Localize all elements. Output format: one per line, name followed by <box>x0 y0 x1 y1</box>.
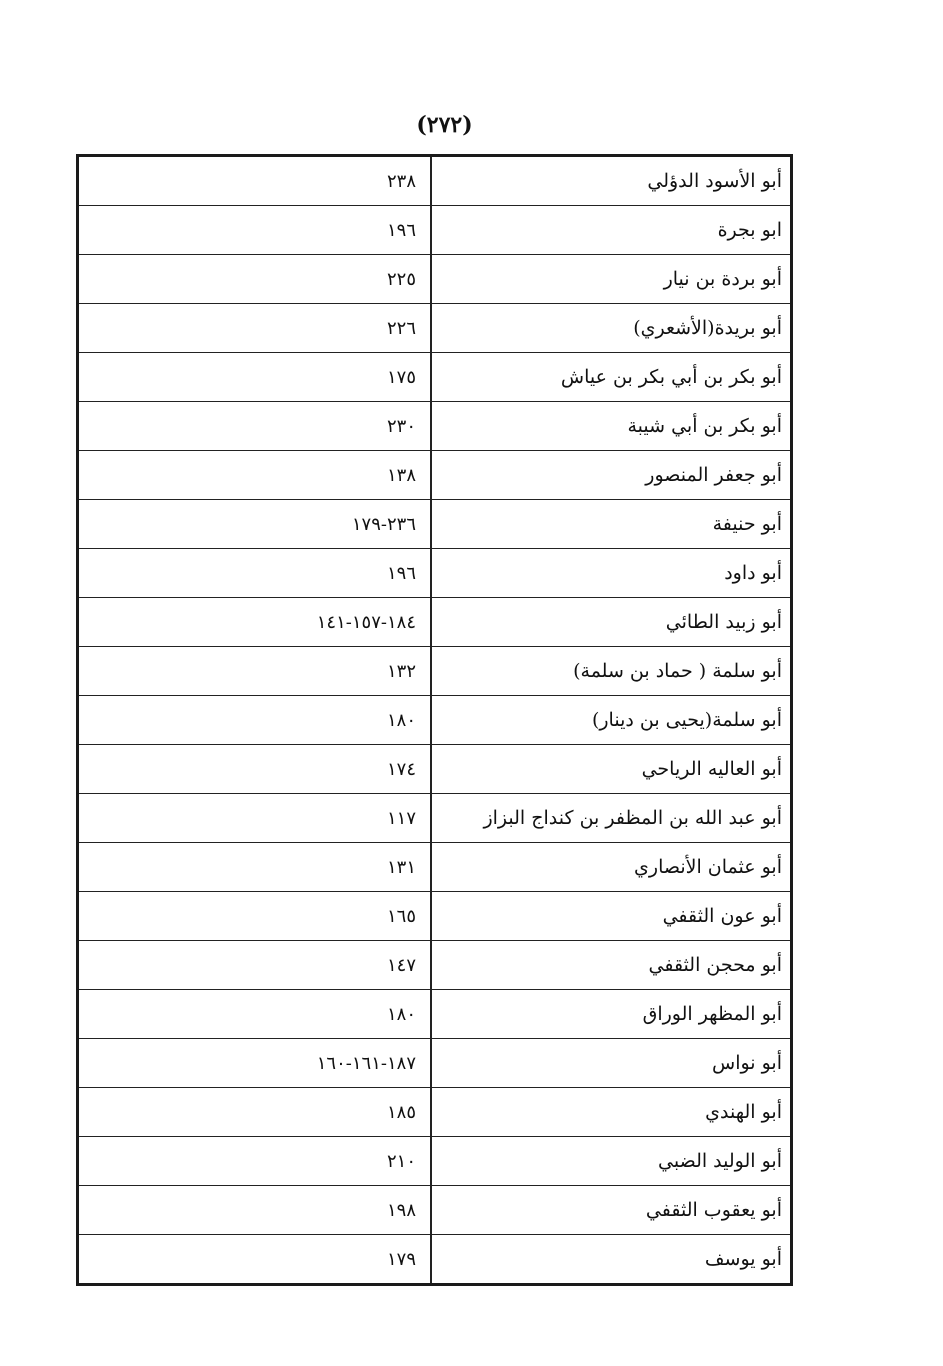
entry-name: أبو الأسود الدؤلي <box>647 170 782 192</box>
entry-name-cell <box>431 794 792 843</box>
table-row <box>78 1088 792 1137</box>
table-row <box>78 451 792 500</box>
entry-name: أبو نواس <box>712 1052 782 1074</box>
entry-pages-cell <box>78 745 432 794</box>
entry-pages: ١٦٥ <box>386 905 416 927</box>
entry-name-cell <box>431 1137 792 1186</box>
entry-name-cell <box>431 402 792 451</box>
table-row <box>78 255 792 304</box>
entry-name: أبو حنيفة <box>712 513 782 535</box>
entry-pages-cell <box>78 1088 432 1137</box>
entry-pages: ١٣٨ <box>386 464 416 486</box>
entry-pages: ١٩٦ <box>386 219 416 241</box>
entry-name: أبو عثمان الأنصاري <box>634 856 782 878</box>
table-row <box>78 794 792 843</box>
index-table <box>76 154 793 1286</box>
entry-name-cell <box>431 549 792 598</box>
entry-name: أبو المظهر الوراق <box>642 1003 782 1025</box>
entry-pages: ١٨٠ <box>386 1003 416 1025</box>
entry-name: أبو جعفر المنصور <box>645 464 782 486</box>
entry-name: أبو سلمة(يحيى بن دينار) <box>591 709 782 731</box>
entry-pages-cell <box>78 206 432 255</box>
table-row <box>78 1039 792 1088</box>
entry-pages: ١٨٠ <box>386 709 416 731</box>
entry-name-cell <box>431 647 792 696</box>
entry-name-cell <box>431 696 792 745</box>
entry-pages: ٢٣٦-١٧٩ <box>351 513 416 535</box>
page-number: (٢٧٢) <box>416 112 473 138</box>
table-row <box>78 402 792 451</box>
entry-name: أبو بريدة(الأشعري) <box>633 317 782 339</box>
entry-name-cell <box>431 1039 792 1088</box>
entry-pages: ١٤٧ <box>386 954 416 976</box>
entry-pages-cell <box>78 304 432 353</box>
entry-name-cell <box>431 745 792 794</box>
entry-pages: ٢٢٦ <box>386 317 416 339</box>
table-row <box>78 892 792 941</box>
table-row <box>78 696 792 745</box>
entry-pages: ١٨٧-١٦١-١٦٠ <box>316 1052 416 1074</box>
entry-name-cell <box>431 843 792 892</box>
entry-name-cell <box>431 1088 792 1137</box>
entry-name-cell <box>431 353 792 402</box>
entry-pages-cell <box>78 1186 432 1235</box>
table-row <box>78 990 792 1039</box>
entry-name-cell <box>431 598 792 647</box>
table-row <box>78 549 792 598</box>
entry-name-cell <box>431 156 792 206</box>
table-row <box>78 156 792 206</box>
entry-name-cell <box>431 206 792 255</box>
entry-name: أبو سلمة ( حماد بن سلمة) <box>573 660 782 682</box>
entry-name: أبو بردة بن نيار <box>663 268 782 290</box>
table-row <box>78 1186 792 1235</box>
entry-pages-cell <box>78 1235 432 1285</box>
entry-pages-cell <box>78 1039 432 1088</box>
entry-pages: ١٩٦ <box>386 562 416 584</box>
entry-name-cell <box>431 304 792 353</box>
entry-pages-cell <box>78 549 432 598</box>
entry-pages-cell <box>78 843 432 892</box>
table-row <box>78 843 792 892</box>
entry-pages-cell <box>78 941 432 990</box>
entry-name: أبو بكر بن أبي بكر بن عياش <box>560 366 782 388</box>
table-row <box>78 304 792 353</box>
table-row <box>78 1137 792 1186</box>
table-row <box>78 206 792 255</box>
entry-pages-cell <box>78 990 432 1039</box>
entry-pages: ١٨٤-١٥٧-١٤١ <box>316 611 416 633</box>
entry-name: أبو بكر بن أبي شيبة <box>627 415 782 437</box>
entry-name-cell <box>431 1186 792 1235</box>
entry-pages: ١١٧ <box>386 807 416 829</box>
entry-name: أبو يعقوب الثقفي <box>645 1199 782 1221</box>
entry-name: أبو عبد الله بن المظفر بن كنداج البزاز <box>483 807 782 829</box>
table-row <box>78 598 792 647</box>
entry-name-cell <box>431 500 792 549</box>
entry-name: أبو عون الثقفي <box>662 905 782 927</box>
table-row <box>78 647 792 696</box>
entry-pages-cell <box>78 156 432 206</box>
entry-name-cell <box>431 451 792 500</box>
table-row <box>78 745 792 794</box>
entry-name-cell <box>431 990 792 1039</box>
entry-pages: ١٩٨ <box>386 1199 416 1221</box>
entry-pages-cell <box>78 647 432 696</box>
entry-name-cell <box>431 255 792 304</box>
entry-name: أبو الوليد الضبي <box>658 1150 782 1172</box>
entry-pages-cell <box>78 598 432 647</box>
table-row <box>78 500 792 549</box>
entry-pages-cell <box>78 1137 432 1186</box>
entry-pages-cell <box>78 353 432 402</box>
table-row <box>78 941 792 990</box>
entry-name-cell <box>431 1235 792 1285</box>
entry-pages-cell <box>78 500 432 549</box>
entry-pages: ٢٣٨ <box>386 170 416 192</box>
entry-pages-cell <box>78 696 432 745</box>
entry-pages: ١٣١ <box>386 856 416 878</box>
entry-name-cell <box>431 892 792 941</box>
table-row <box>78 353 792 402</box>
entry-pages: ١٧٩ <box>386 1248 416 1270</box>
entry-pages-cell <box>78 402 432 451</box>
entry-pages: ١٧٥ <box>386 366 416 388</box>
entry-pages: ١٧٤ <box>386 758 416 780</box>
entry-name: أبو محجن الثقفي <box>648 954 782 976</box>
entry-pages: ٢٢٥ <box>386 268 416 290</box>
entry-pages-cell <box>78 451 432 500</box>
entry-pages-cell <box>78 892 432 941</box>
entry-pages: ١٨٥ <box>386 1101 416 1123</box>
entry-pages: ١٣٢ <box>386 660 416 682</box>
entry-pages-cell <box>78 255 432 304</box>
entry-pages-cell <box>78 794 432 843</box>
entry-name: أبو العاليه الرياحي <box>641 758 782 780</box>
entry-name: ابو بجرة <box>717 219 782 241</box>
entry-name-cell <box>431 941 792 990</box>
entry-pages: ٢٣٠ <box>386 415 416 437</box>
entry-name: أبو الهندي <box>705 1101 782 1123</box>
entry-name: أبو زبيد الطائي <box>665 611 782 633</box>
index-table-body <box>78 156 792 1285</box>
entry-name: أبو داود <box>724 562 782 584</box>
entry-pages: ٢١٠ <box>386 1150 416 1172</box>
entry-name: أبو يوسف <box>704 1248 782 1270</box>
table-row <box>78 1235 792 1285</box>
